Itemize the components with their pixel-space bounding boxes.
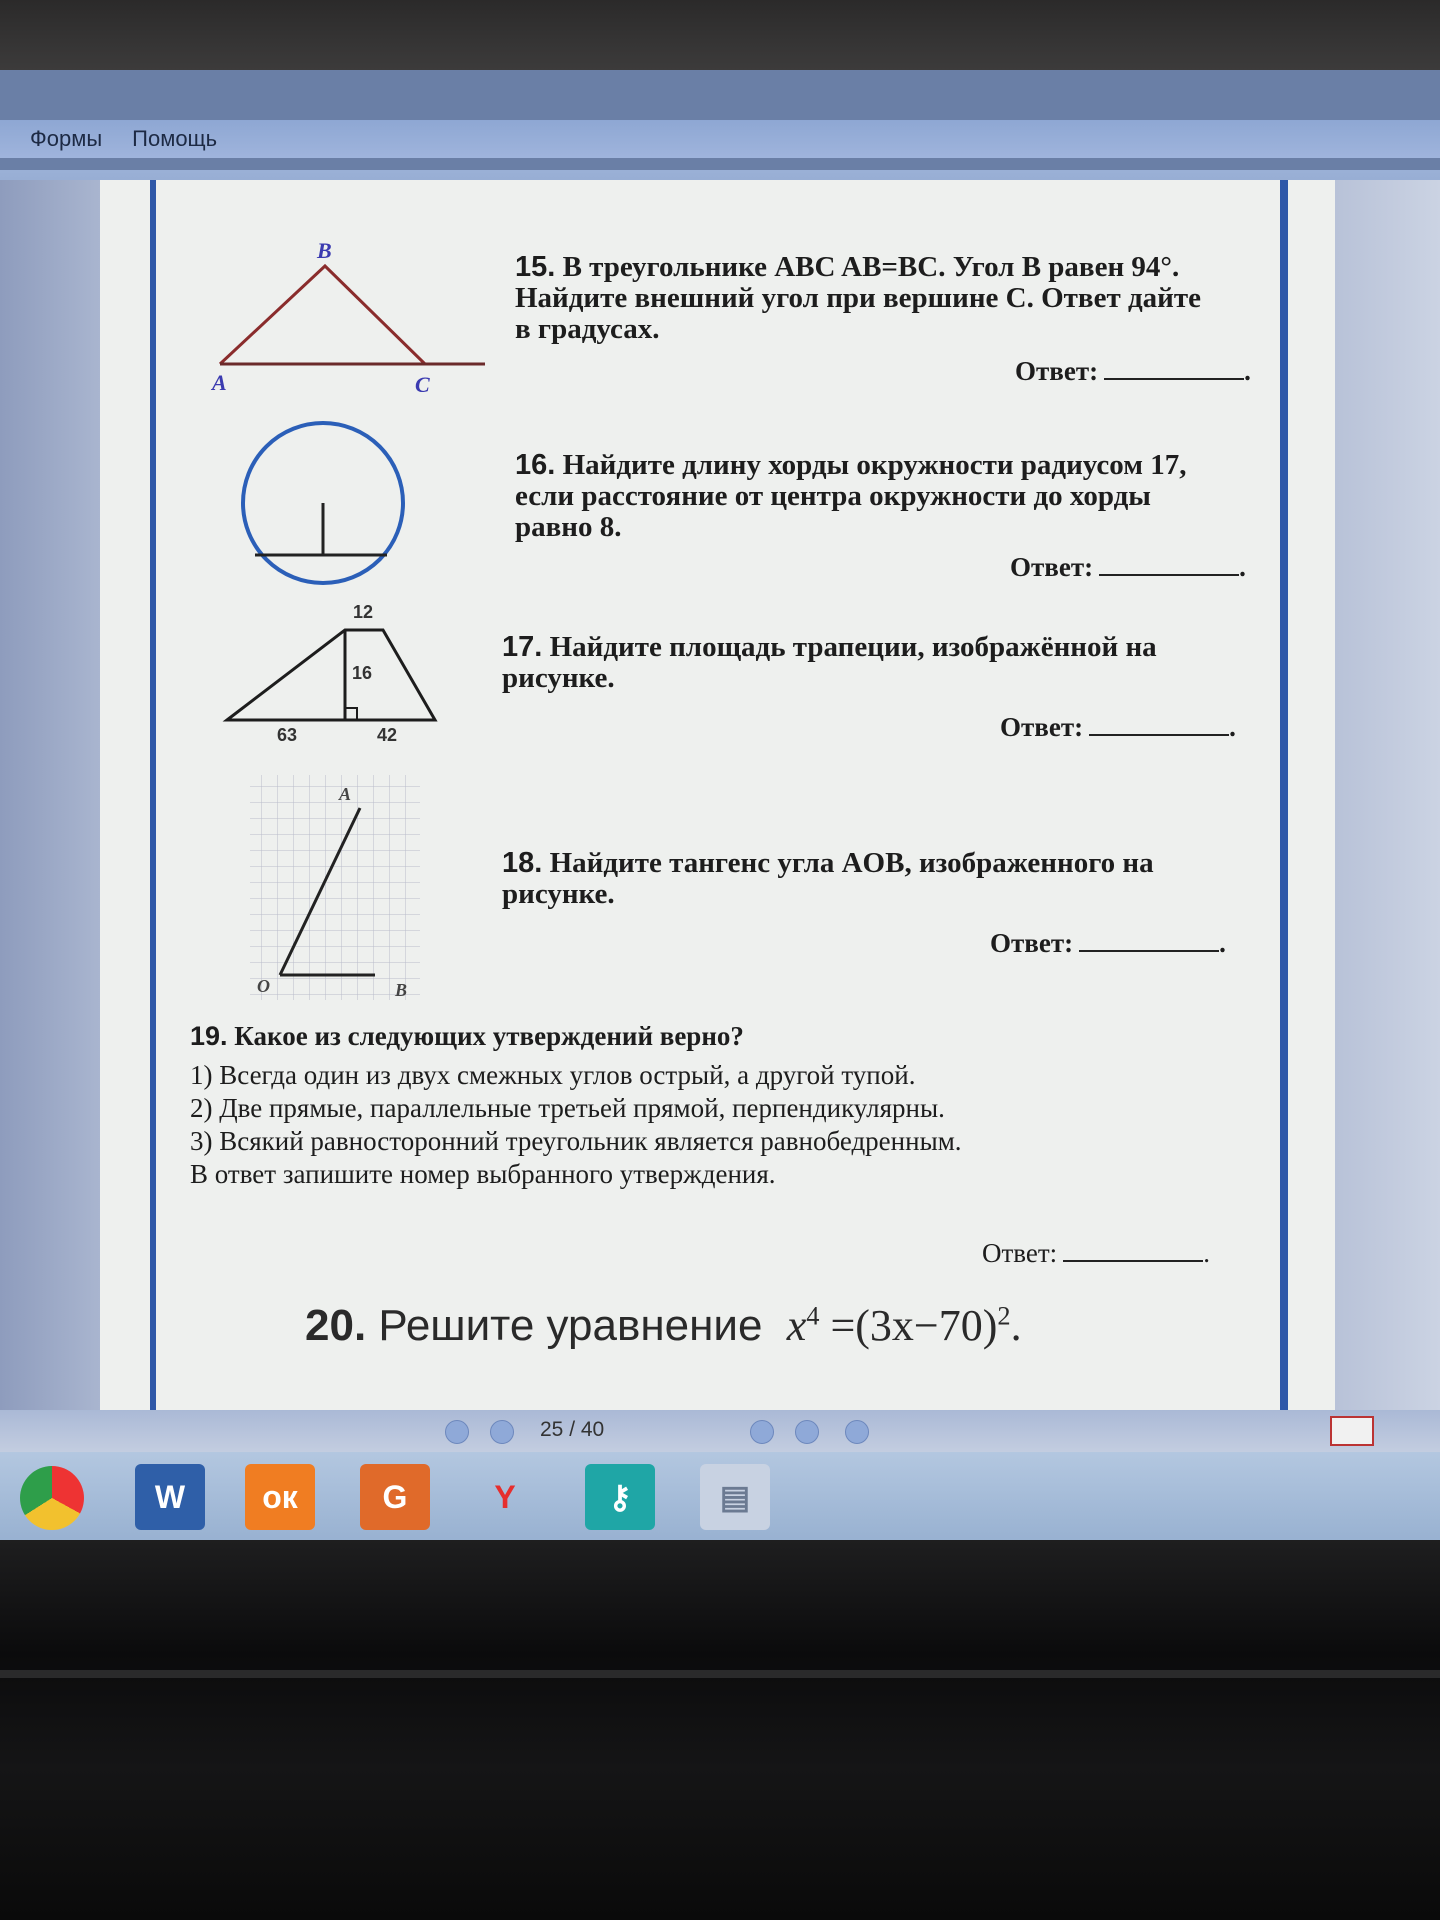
label-a: A: [339, 784, 352, 804]
task-number: 18.: [502, 847, 543, 879]
eq-power-4: 4: [806, 1300, 820, 1331]
label-height: 16: [352, 663, 373, 683]
first-page-icon[interactable]: [445, 1420, 469, 1444]
menu-item-help[interactable]: Помощь: [132, 126, 218, 151]
document-icon[interactable]: ▤: [700, 1464, 770, 1530]
answer-blank[interactable]: [1063, 1240, 1203, 1262]
equation: [787, 1301, 1022, 1350]
task-19: [190, 1020, 1190, 1191]
task-text-line: Найдите площадь трапеции, изображённой на: [549, 631, 1157, 663]
pdf-reader-icon[interactable]: G: [360, 1464, 430, 1530]
answer-label: Ответ:: [990, 928, 1074, 958]
option-3: 3) Всякий равносторонний треугольник является равнобедренным.: [190, 1126, 962, 1156]
answer-19[interactable]: Ответ: .: [982, 1238, 1210, 1268]
task-number: 19.: [190, 1021, 228, 1051]
circle-chord-figure: [235, 415, 415, 595]
task-question: Какое из следующих утверждений верно?: [234, 1021, 744, 1051]
option-1: 1) Всегда один из двух смежных углов острый, а другой тупой.: [190, 1060, 916, 1090]
view-mode-icon[interactable]: [1330, 1416, 1374, 1446]
taskbar: [0, 1452, 1440, 1542]
prev-page-icon[interactable]: [490, 1420, 514, 1444]
answer-16[interactable]: Ответ: .: [1010, 552, 1246, 582]
label-b: B: [317, 240, 332, 263]
eq-end: .: [1010, 1301, 1022, 1350]
grid-angle-figure: [245, 770, 425, 1010]
label-o: O: [257, 976, 270, 996]
task-number: 16.: [515, 449, 556, 481]
answer-label: Ответ:: [1000, 712, 1084, 742]
right-panel: [1335, 180, 1440, 1410]
task-20: [305, 1300, 1022, 1351]
answer-label: Ответ:: [1010, 552, 1094, 582]
key-app-icon[interactable]: ⚷: [585, 1464, 655, 1530]
label-a: A: [212, 370, 227, 395]
task-text-line: равно 8.: [515, 511, 622, 543]
task-text-line: Найдите тангенс угла AOB, изображенного на: [549, 847, 1154, 879]
option-2: 2) Две прямые, параллельные третьей прямой, перпендикулярны.: [190, 1093, 945, 1123]
monitor-bezel-edge: [0, 1670, 1440, 1678]
task-text-line: Найдите длину хорды окружности радиусом 17,: [562, 449, 1187, 481]
label-top: 12: [353, 602, 374, 622]
trapezoid-figure: [215, 600, 455, 750]
answer-blank[interactable]: [1099, 554, 1239, 576]
page-border-left: [150, 180, 156, 1410]
task-text: Решите уравнение: [378, 1301, 763, 1350]
page-counter[interactable]: 25 / 40: [540, 1418, 605, 1441]
task-text-line: в градусах.: [515, 313, 660, 345]
chrome-icon[interactable]: [20, 1466, 84, 1530]
answer-15[interactable]: Ответ: .: [1015, 356, 1251, 386]
monitor-bezel-top: [0, 0, 1440, 70]
back-icon[interactable]: [845, 1420, 869, 1444]
label-c: C: [415, 372, 430, 397]
status-bar: [0, 1410, 1440, 1452]
left-panel: [0, 180, 100, 1410]
task-18: [502, 848, 1252, 910]
task-text-line: В треугольнике ABC AB=BC. Угол B равен 94°.: [562, 251, 1180, 283]
menu-item-forms[interactable]: Формы: [30, 126, 103, 151]
page-border-right: [1280, 180, 1288, 1410]
label-b: B: [395, 980, 408, 1000]
task-17: [502, 632, 1262, 694]
next-page-icon[interactable]: [750, 1420, 774, 1444]
task-16: [515, 450, 1260, 543]
eq-power-2: 2: [997, 1300, 1011, 1331]
task-text-line: рисунке.: [502, 662, 615, 694]
task-number: 15.: [515, 251, 556, 283]
task-text-line: рисунке.: [502, 878, 615, 910]
answer-17[interactable]: Ответ: .: [1000, 712, 1236, 742]
triangle-abc-figure: [200, 240, 500, 400]
task-instruction: В ответ запишите номер выбранного утверждения.: [190, 1159, 776, 1189]
label-right: 42: [377, 725, 398, 745]
label-left: 63: [277, 725, 298, 745]
answer-label: Ответ:: [1015, 356, 1099, 386]
answer-blank[interactable]: [1104, 358, 1244, 380]
word-icon[interactable]: W: [135, 1464, 205, 1530]
answer-blank[interactable]: [1089, 714, 1229, 736]
answer-blank[interactable]: [1079, 930, 1219, 952]
task-number: 17.: [502, 631, 543, 663]
task-number: 20.: [305, 1301, 367, 1350]
yandex-icon[interactable]: Y: [494, 1478, 516, 1515]
menu-bar: [0, 120, 1440, 158]
task-text-line: если расстояние от центра окружности до хорды: [515, 480, 1151, 512]
monitor-bezel-bottom: [0, 1540, 1440, 1920]
eq-middle: =(3x−70): [819, 1301, 998, 1350]
eq-x: x: [786, 1301, 807, 1350]
task-15: [515, 252, 1275, 345]
odnoklassniki-icon[interactable]: ок: [245, 1464, 315, 1530]
last-page-icon[interactable]: [795, 1420, 819, 1444]
answer-label: Ответ:: [982, 1238, 1058, 1268]
answer-18[interactable]: Ответ: .: [990, 928, 1226, 958]
task-text-line: Найдите внешний угол при вершине C. Ответ дайте: [515, 282, 1201, 314]
